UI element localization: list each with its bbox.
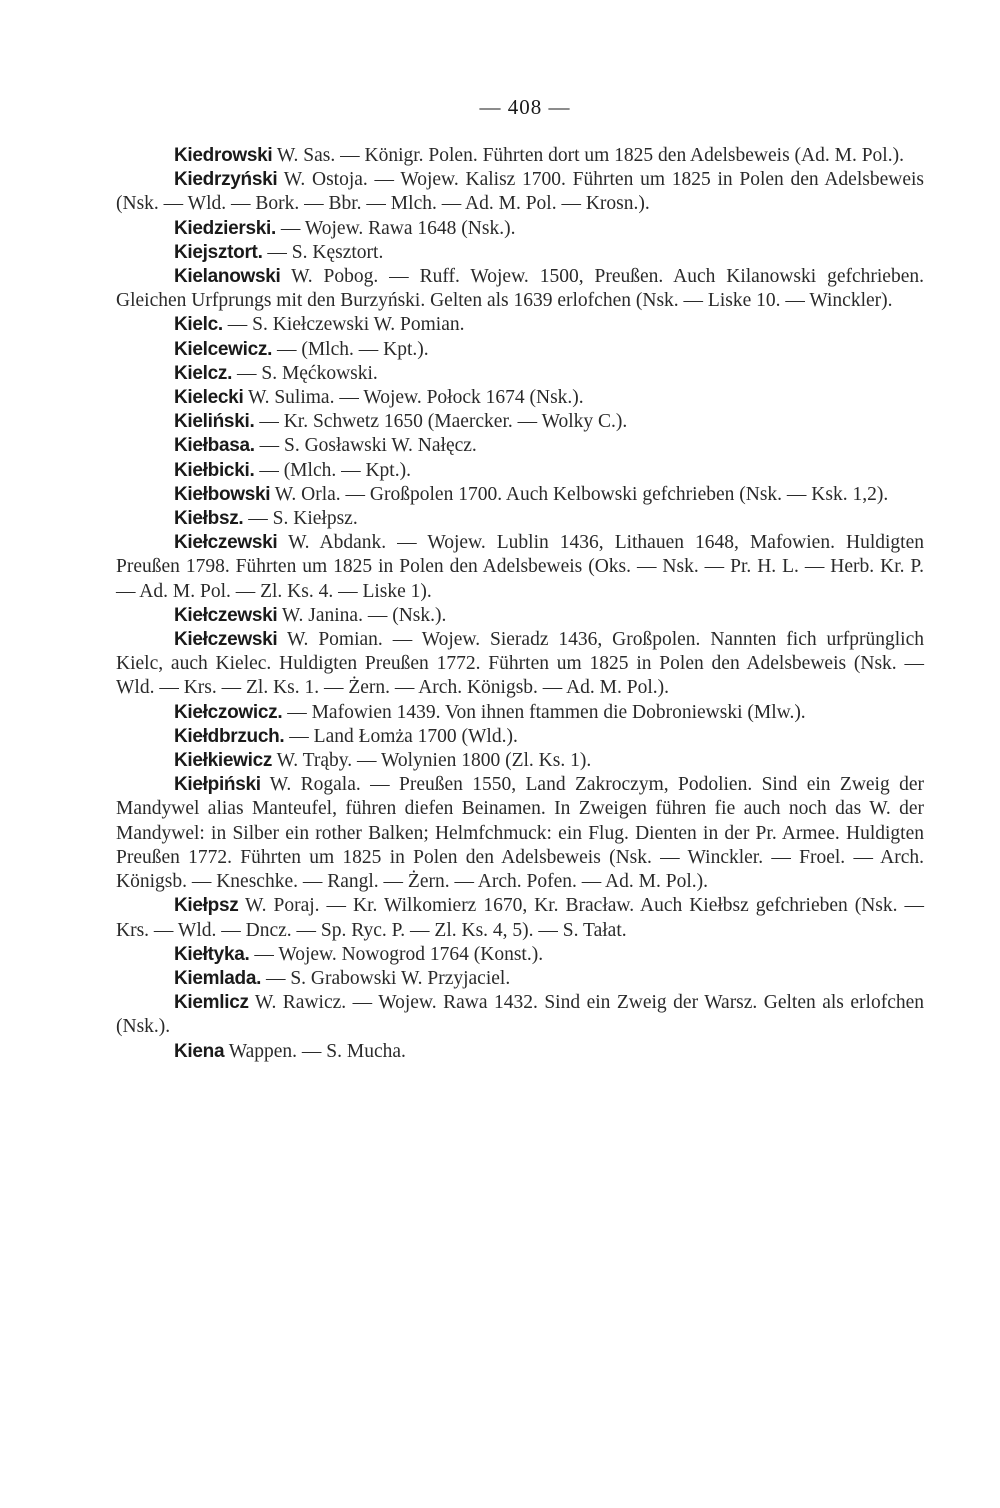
entry-text: — S. Męćkowski. bbox=[236, 362, 378, 384]
entry-name: Kiełczewski bbox=[174, 604, 278, 626]
entry bbox=[116, 483, 924, 507]
entry-list bbox=[116, 144, 924, 1064]
entry bbox=[116, 459, 924, 483]
entry-name: Kiemlicz bbox=[174, 992, 249, 1014]
entry-name: Kiełpiński bbox=[174, 774, 261, 796]
entry-text: — S. Kiełpsz. bbox=[248, 508, 358, 530]
entry-text: — S. Kiełczewski W. Pomian. bbox=[227, 314, 465, 336]
entry-name: Kielc. bbox=[174, 314, 223, 336]
entry bbox=[116, 434, 924, 458]
entry-text: — Wojew. Rawa 1648 (Nsk.). bbox=[280, 217, 516, 239]
entry-name: Kiedrowski bbox=[174, 145, 273, 166]
entry bbox=[116, 410, 924, 434]
entry bbox=[116, 991, 924, 1039]
entry-text: W. Sulima. — Wojew. Połock 1674 (Nsk.). bbox=[247, 387, 584, 409]
entry-text: — Mafowien 1439. Von ihnen ftammen die Dobroniewski (Mlw.). bbox=[287, 701, 806, 723]
entry bbox=[116, 313, 924, 337]
entry-name: Kielcz. bbox=[174, 362, 233, 384]
entry bbox=[116, 168, 924, 216]
entry-name: Kiełpsz bbox=[174, 895, 239, 917]
entry bbox=[116, 507, 924, 531]
entry bbox=[116, 338, 924, 362]
entry-text: W. Ostoja. — Wojew. Kalisz 1700. Führten um 1825 in Polen den Adelsbeweis (Nsk. — Wld. — Bork. — Bbr. — Mlch. — Ad. M. Pol. — Krosn.). bbox=[116, 169, 924, 215]
entry-name: Kielecki bbox=[174, 387, 244, 409]
entry-name: Kiemlada. bbox=[174, 967, 262, 989]
entry-text: — S. Gosławski W. Nałęcz. bbox=[259, 435, 477, 457]
entry-text: — S. Kęsztort. bbox=[267, 241, 384, 263]
entry bbox=[116, 144, 924, 168]
entry bbox=[116, 967, 924, 991]
entry bbox=[116, 749, 924, 773]
entry-text: W. Trąby. — Wolynien 1800 (Zl. Ks. 1). bbox=[276, 750, 592, 772]
entry-name: Kiełtyka. bbox=[174, 943, 250, 965]
entry-text: — Land Łomża 1700 (Wld.). bbox=[289, 725, 518, 747]
entry-text: Wappen. — S. Mucha. bbox=[228, 1040, 406, 1062]
entry-name: Kiełbsz. bbox=[174, 508, 244, 530]
entry-text: W. Abdank. — Wojew. Lublin 1436, Lithauen 1648, Mafowien. Huldigten Preußen 1798. Führten um 1825 in Polen den Adelsbeweis (Oks. — Nsk. — Pr. H. L. — Herb. Kr. P. — Ad. M. Pol. — Zl. Ks. 4. — Liske 1). bbox=[116, 532, 924, 602]
entry-text: W. Janina. — (Nsk.). bbox=[281, 604, 447, 626]
book-page bbox=[116, 92, 924, 1064]
entry-name: Kiełbasa. bbox=[174, 435, 255, 457]
entry bbox=[116, 604, 924, 628]
entry bbox=[116, 725, 924, 749]
entry-name: Kiełbicki. bbox=[174, 459, 255, 481]
entry bbox=[116, 362, 924, 386]
entry-name: Kiena bbox=[174, 1040, 225, 1062]
entry-name: Kiełczewski bbox=[174, 629, 278, 651]
entry-name: Kieliński. bbox=[174, 411, 255, 433]
entry-name: Kiełczewski bbox=[174, 532, 278, 554]
entry-name: Kiejsztort. bbox=[174, 241, 263, 263]
page-number: — 408 — bbox=[479, 95, 571, 119]
entry bbox=[116, 943, 924, 967]
entry bbox=[116, 628, 924, 701]
entry-text: — (Mlch. — Kpt.). bbox=[259, 459, 411, 481]
entry-name: Kiełdbrzuch. bbox=[174, 725, 285, 747]
entry-name: Kiedrzyński bbox=[174, 169, 278, 191]
entry bbox=[116, 701, 924, 725]
entry bbox=[116, 386, 924, 410]
entry-text: W. Orla. — Großpolen 1700. Auch Kelbowski gefchrieben (Nsk. — Ksk. 1,2). bbox=[274, 483, 889, 505]
entry-name: Kielcewicz. bbox=[174, 338, 273, 360]
entry bbox=[116, 265, 924, 313]
entry-text: W. Rawicz. — Wojew. Rawa 1432. Sind ein Zweig der Warsz. Gelten als erlofchen (Nsk.). bbox=[116, 992, 925, 1038]
entry-text: W. Pomian. — Wojew. Sieradz 1436, Großpolen. Nannten fich urfprünglich Kielc, auch Kielec. Huldigten Preußen 1772. Führten um 1825 in Polen den Adelsbeweis (Nsk. — Wld. — Krs. — Zl. Ks. 1. — Żern. — Arch. Königsb. — Ad. M. Pol.). bbox=[116, 629, 924, 699]
entry bbox=[116, 894, 924, 942]
entry-text: — S. Grabowski W. Przyjaciel. bbox=[265, 967, 511, 989]
entry-text: — Wojew. Nowogrod 1764 (Konst.). bbox=[254, 943, 544, 965]
entry bbox=[116, 1040, 924, 1064]
entry-text: W. Pobog. — Ruff. Wojew. 1500, Preußen. Auch Kilanowski gefchrieben. Gleichen Urfprungs mit den Burzyński. Gelten als 1639 erlofchen (Nsk. — Liske 10. — Winckler). bbox=[116, 266, 924, 312]
entry-text: W. Rogala. — Preußen 1550, Land Zakroczym, Podolien. Sind ein Zweig der Mandywel alias Manteufel, führen diefen Beinamen. In Zweigen führen fie auch noch das W. der Mandywel: in Silber ein rother Balken; Helmfchmuck: ein Flug. Dienten in der Pr. Armee. Huldigten Preußen 1772. Führten um 1825 in Polen den Adelsbeweis (Nsk. — Winckler. — Froel. — Arch. Königsb. — Kneschke. — Rangl. — Żern. — Arch. Pofen. — Ad. M. Pol.). bbox=[116, 774, 924, 893]
entry-text: — (Mlch. — Kpt.). bbox=[276, 338, 429, 360]
entry-name: Kiełczowicz. bbox=[174, 701, 283, 723]
entry bbox=[116, 217, 924, 241]
entry bbox=[116, 241, 924, 265]
entry-name: Kielanowski bbox=[174, 266, 281, 288]
entry-text: W. Sas. — Königr. Polen. Führten dort um 1825 den Adelsbeweis (Ad. M. Pol.). bbox=[276, 145, 904, 166]
entry bbox=[116, 773, 924, 894]
entry-name: Kiełkiewicz bbox=[174, 750, 273, 772]
entry-text: W. Poraj. — Kr. Wilkomierz 1670, Kr. Bracław. Auch Kiełbsz gefchrieben (Nsk. — Krs. — Wld. — Dncz. — Sp. Ryc. P. — Zl. Ks. 4, 5). — S. Tałat. bbox=[116, 895, 924, 941]
entry-name: Kiełbowski bbox=[174, 483, 271, 505]
entry-text: — Kr. Schwetz 1650 (Maercker. — Wolky C.). bbox=[259, 411, 628, 433]
entry-name: Kiedzierski. bbox=[174, 217, 277, 239]
entry bbox=[116, 531, 924, 604]
